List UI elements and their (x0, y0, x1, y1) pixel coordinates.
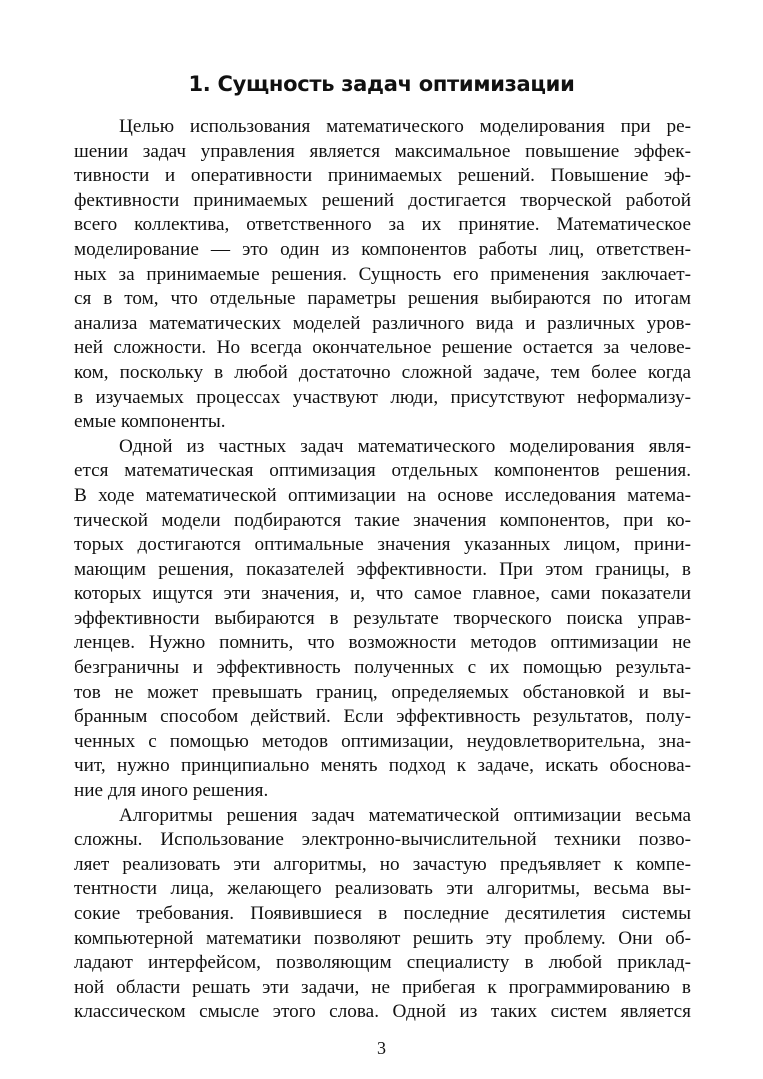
paragraph (74, 804, 691, 1025)
text-line: торых достигаются оптимальные значения указанных лицом, прини- (74, 534, 691, 556)
text-line: которых ищутся эти значения, и, что самое главное, сами показатели (74, 583, 691, 605)
text-line: сокие требования. Появившиеся в последние десятилетия системы (74, 903, 691, 924)
paragraph (74, 435, 691, 804)
text-line: бранным способом действий. Если эффективность результатов, полу- (74, 706, 691, 728)
text-line: чит, нужно принципиально менять подход к задаче, искать обоснова- (74, 755, 691, 777)
text-line: тов не может превышать границ, определяемых обстановкой и вы- (74, 681, 691, 703)
text-line: ние для иного решения. (74, 780, 269, 802)
text-line: ченных с помощью методов оптимизации, неудовлетворительна, зна- (74, 730, 691, 752)
text-line: шении задач управления является максимальное повышение эффек- (74, 140, 691, 162)
text-line: ленцев. Нужно помнить, что возможности методов оптимизации не (74, 632, 691, 654)
text-line: В ходе математической оптимизации на основе исследования матема- (74, 484, 691, 506)
text-line: мающим решения, показателей эффективности. При этом границы, в (74, 558, 691, 580)
text-line: сложны. Использование электронно-вычислительной техники позво- (74, 829, 691, 851)
text-line: анализа математических моделей различного вида и различных уров- (74, 312, 691, 334)
text-line: фективности принимаемых решений достигается творческой работой (74, 189, 691, 211)
text-line: компьютерной математики позволяют решить эту проблему. Они об- (74, 927, 691, 949)
section-title: Сущность задач оптимизации (217, 72, 575, 96)
text-line: классическом смысле этого слова. Одной из таких систем является (74, 1001, 691, 1023)
text-line: Одной из частных задач математического моделирования явля- (119, 435, 691, 457)
section-heading (0, 70, 763, 98)
text-line: тентности лица, желающего реализовать эти алгоритмы, весьма вы- (74, 878, 691, 900)
page-number: 3 (377, 1038, 386, 1058)
text-line: тической модели подбираются такие значения компонентов, при ко- (74, 509, 691, 531)
text-line: ляет реализовать эти алгоритмы, но зачастую предъявляет к компе- (74, 853, 691, 875)
text-line: моделирование — это один из компонентов работы лиц, ответствен- (74, 238, 691, 260)
text-line: ладают интерфейсом, позволяющим специалисту в любой приклад- (74, 952, 691, 974)
text-line: Алгоритмы решения задач математической оптимизации весьма (119, 804, 691, 826)
text-line: ется математическая оптимизация отдельных компонентов решения. (74, 460, 691, 482)
section-number: 1. (188, 72, 211, 96)
text-line: ком, поскольку в любой достаточно сложной задаче, тем более когда (74, 361, 691, 383)
text-line: ней сложности. Но всегда окончательное решение остается за челове- (74, 337, 691, 359)
text-line: всего коллектива, ответственного за их принятие. Математическое (74, 214, 691, 236)
paragraph (74, 115, 691, 435)
text-line: емые компоненты. (74, 411, 226, 433)
text-line: Целью использования математического моделирования при ре- (119, 116, 691, 137)
text-line: в изучаемых процессах участвуют люди, присутствуют неформализу- (74, 386, 691, 408)
body-text (74, 115, 691, 1025)
text-line: ных за принимаемые решения. Сущность его применения заключает- (74, 263, 691, 285)
text-line: эффективности выбираются в результате творческого поиска управ- (74, 607, 691, 629)
text-line: ной области решать эти задачи, не прибегая к программированию в (74, 976, 691, 998)
text-line: ся в том, что отдельные параметры решения выбираются по итогам (74, 288, 691, 310)
text-line: тивности и оперативности принимаемых решений. Повышение эф- (74, 165, 691, 187)
text-line: безграничны и эффективность полученных с их помощью результа- (74, 657, 691, 679)
